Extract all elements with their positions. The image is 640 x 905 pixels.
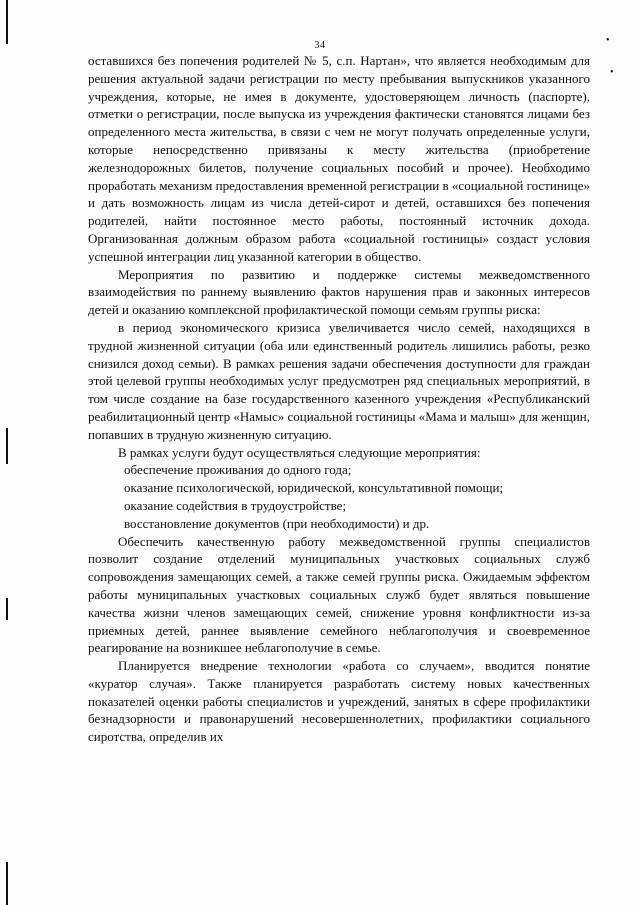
scan-speck-right: • [610,67,614,78]
list-item-documents: восстановление документов (при необходимости) и др. [124,515,430,531]
paragraph-economic-crisis: в период экономического кризиса увеличивается число семей, находящихся в трудной жизненной ситуации (оба или единственный родитель лишились работы, резко снизился доход семьи). В рамках решения задачи обеспечения доступности для граждан этой целевой группы необходимых услуг предусмотрен ряд специальных мероприятий, в том числе создание на базе государственного казенного учреждения «Республиканский реабилитационный центр «Намыс» социальной гостиницы «Мама и малыш» для женщин, попавших в трудную жизненную ситуацию. [88,319,590,442]
list-item-accommodation: обеспечение проживания до одного года; [124,462,352,478]
scan-edge-mark-bottom [6,862,8,905]
scan-edge-mark-middle [6,428,8,464]
paragraph-interagency-measures: Мероприятия по развитию и поддержке системы межведомственного взаимодействия по раннему выявлению фактов нарушения прав и законных интересов детей и оказанию комплексной профилактической помощи семьям группы риска: [88,266,590,318]
paragraph-social-hotel-registration: оставшихся без попечения родителей № 5, с.п. Нартан», что является необходимым для решения актуальной задачи регистрации по месту пребывания выпускников указанного учреждения, которые, не имея в документе, удостоверяющем личность (паспорте), отметки о регистрации, после выпуска из учреждения фактически становятся лицами без определенного места жительства, в связи с чем не могут получать определенные услуги, которые непосредственно привязаны к месту жительства (приобретение железнодорожных билетов, получение социальных пособий и прочее). Необходимо проработать механизм предоставления временной регистрации в «социальной гостинице» и дать возможность лицам из числа детей-сирот и детей, оставшихся без попечения родителей, найти постоянное место работы, постоянный источник дохода. Организованная должным образом работа «социальной гостиницы» создаст условия успешной интеграции лиц указанной категории в общество. [88,53,590,264]
paragraph-case-management: Планируется внедрение технологии «работа со случаем», вводится понятие «куратор случая». Также планируется разработать систему новых качественных показателей оценки работы специалистов и учреждений, занятых в сфере профилактики безнадзорности и правонарушений несовершеннолетних, профилактики социального сиротства, определив их [88,658,590,745]
page-number: 34 [314,40,326,51]
scan-edge-mark-lower [6,598,8,620]
list-item-employment: оказание содействия в трудоустройстве; [124,497,347,513]
paragraph-municipal-social-services: Обеспечить качественную работу межведомственной группы специалистов позволит создание отделений муниципальных участковых социальных служб сопровождения замещающих семей, а также семей группы риска. Ожидаемым эффектом работы муниципальных участковых социальных служб будет являться повышение качества жизни членов замещающих семей, снижение уровня конфликтности из-за приемных детей, раннее выявление семейного неблагополучия и своевременное реагирование на возникшее неблагополучие в семье. [88,533,590,656]
paragraph-service-measures-intro: В рамках услуги будут осуществляться следующие мероприятия: [118,444,481,460]
scan-speck-top: • [606,35,610,46]
scan-edge-mark-top [6,0,8,44]
list-item-assistance: оказание психологической, юридической, консультативной помощи; [124,480,504,496]
document-body [88,52,590,746]
